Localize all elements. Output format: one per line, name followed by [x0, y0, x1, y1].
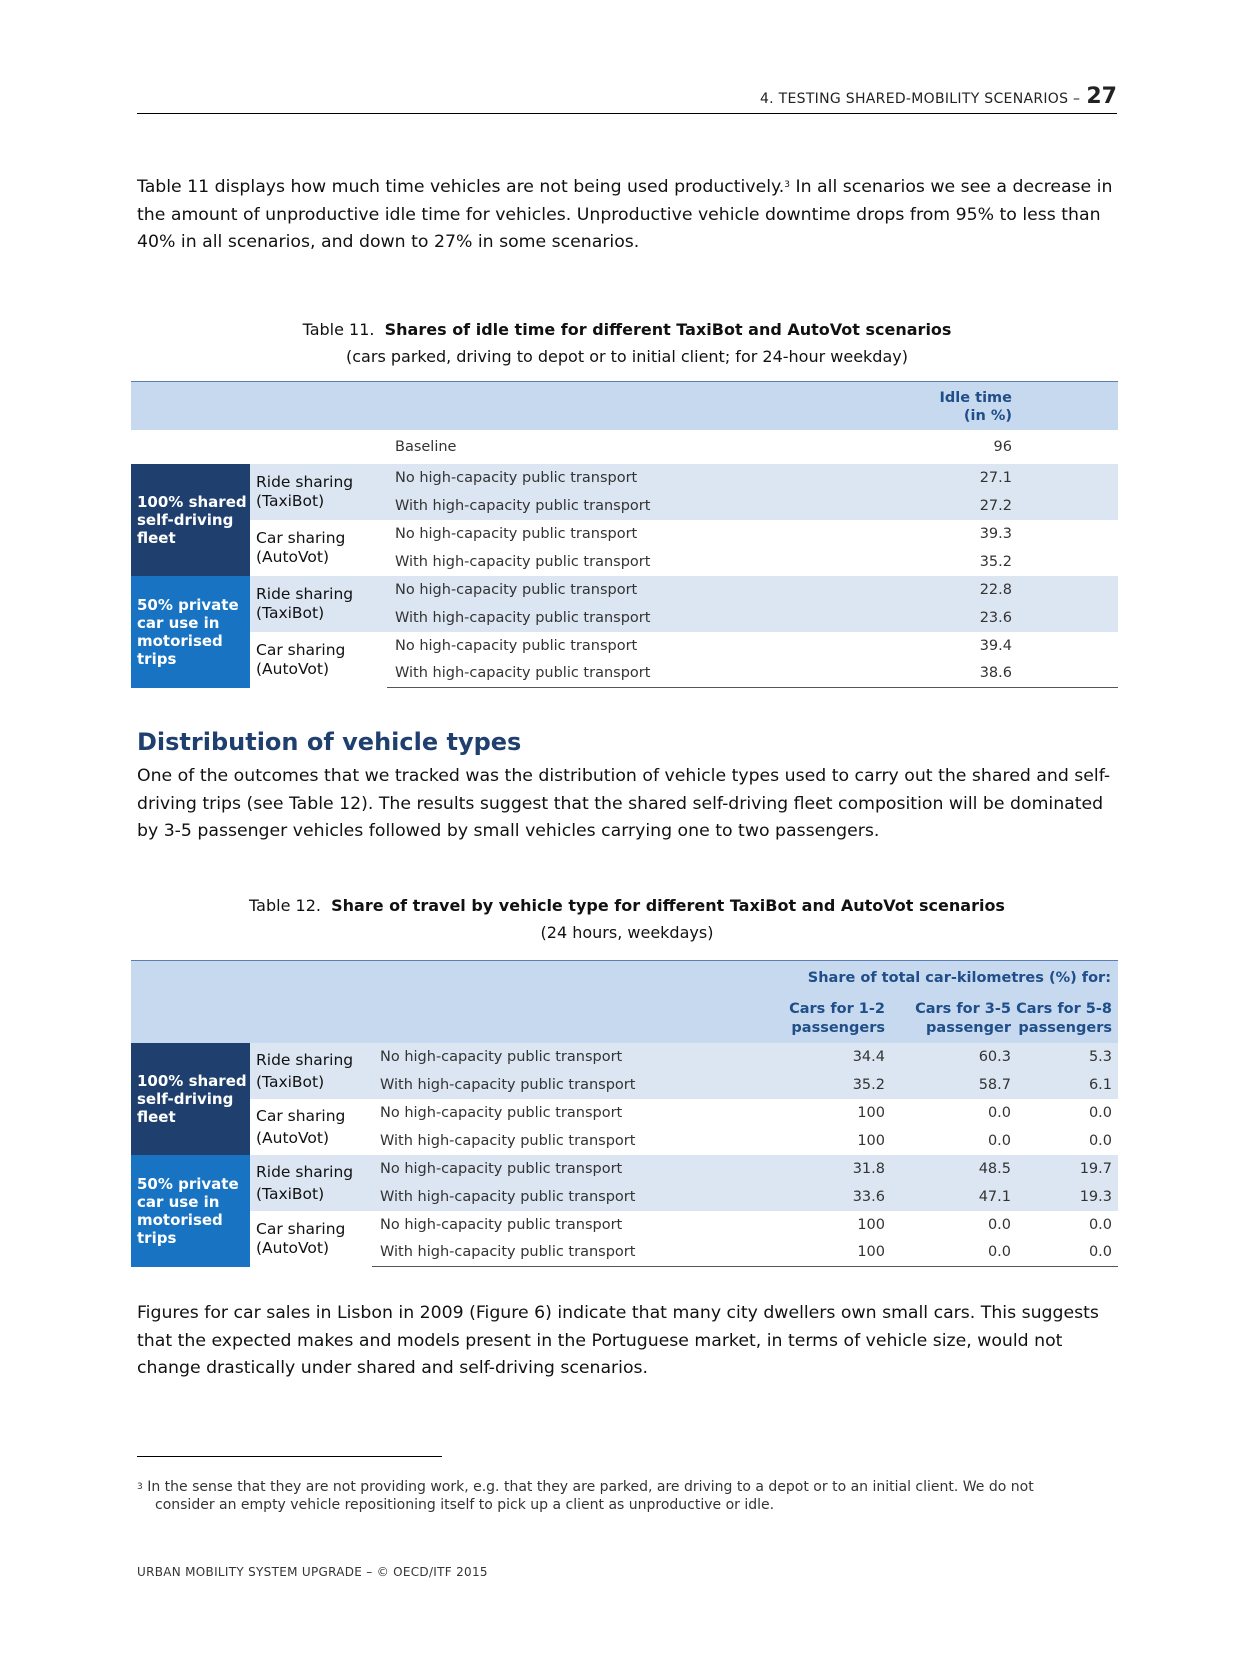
scenario-cell: With high-capacity public transport [372, 1071, 750, 1099]
value-cell: 27.2 [917, 492, 1012, 520]
baseline-label: Baseline [395, 438, 457, 455]
table-row [131, 430, 1118, 464]
table12-subtitle: (24 hours, weekdays) [540, 923, 714, 942]
running-header [760, 84, 1117, 109]
scenario-cell: With high-capacity public transport [387, 492, 917, 520]
value-cell: 19.3 [1011, 1183, 1118, 1211]
table12 [131, 960, 1118, 1267]
page-footer: URBAN MOBILITY SYSTEM UPGRADE – © OECD/ITF 2015 [137, 1565, 488, 1579]
sub-label: Car sharing (AutoVot) [256, 528, 346, 566]
value-cell: 48.5 [885, 1155, 1011, 1183]
table-row [131, 576, 1118, 604]
baseline-value: 96 [993, 438, 1012, 455]
value-cell: 47.1 [885, 1183, 1011, 1211]
value-cell: 58.7 [885, 1071, 1011, 1099]
scenario-cell: With high-capacity public transport [372, 1183, 750, 1211]
footnote-mark: 3 [137, 1482, 143, 1492]
scenario-cell: No high-capacity public transport [395, 525, 638, 542]
group-label: 50% private car use in motorised trips [131, 1155, 250, 1267]
super-header: Share of total car-kilometres (%) for: [750, 961, 1118, 996]
scenario-cell: No high-capacity public transport [380, 1104, 623, 1121]
table-row [131, 1099, 1118, 1127]
idle-header-l1: Idle time [939, 389, 1012, 406]
footnote-ref[interactable]: 3 [784, 180, 791, 190]
col-header-l2: passenger [926, 1020, 1011, 1036]
value-cell: 0.0 [987, 1216, 1011, 1233]
value-cell: 33.6 [750, 1183, 885, 1211]
idle-header-l2: (in %) [963, 407, 1012, 424]
section-title: Distribution of vehicle types [137, 728, 522, 756]
header-rule [137, 113, 1117, 114]
col-header-l1: Cars for 3-5 [915, 1001, 1011, 1017]
col-header-l2: passengers [791, 1020, 885, 1036]
footnote [137, 1478, 1117, 1514]
value-cell: 19.7 [1011, 1155, 1118, 1183]
value-cell: 100 [857, 1104, 885, 1121]
col-header-l2: passengers [1018, 1020, 1112, 1036]
scenario-cell: With high-capacity public transport [395, 553, 651, 570]
scenario-cell: No high-capacity public transport [380, 1216, 623, 1233]
intro-paragraph [137, 174, 1117, 257]
group-label: 50% private car use in motorised trips [131, 576, 250, 688]
table11-subtitle: (cars parked, driving to depot or to initial client; for 24-hour weekday) [346, 347, 908, 366]
table-row [131, 520, 1118, 548]
sub-label: Ride sharing (TaxiBot) [250, 576, 387, 632]
table12-title: Share of travel by vehicle type for different TaxiBot and AutoVot scenarios [331, 896, 1005, 915]
scenario-cell: With high-capacity public transport [380, 1132, 636, 1149]
table-row [131, 632, 1118, 660]
header-section: 4. TESTING SHARED-MOBILITY SCENARIOS – [759, 91, 1081, 107]
col-header [1011, 996, 1118, 1043]
value-cell: 0.0 [1088, 1104, 1112, 1121]
col-header [885, 996, 1011, 1043]
value-cell: 100 [857, 1216, 885, 1233]
scenario-cell: No high-capacity public transport [387, 464, 917, 492]
section2-paragraph: One of the outcomes that we tracked was the distribution of vehicle types used to carry out the shared and self-driving trips (see Table 12). The results suggest that the shared self-driving fleet composition will be dominated by 3-5 passenger vehicles followed by small vehicles carrying one to two passengers. [137, 766, 1111, 841]
table-row [131, 1211, 1118, 1239]
scenario-cell: No high-capacity public transport [395, 637, 638, 654]
sub-label: Ride sharing (TaxiBot) [250, 1043, 372, 1099]
value-cell: 0.0 [987, 1132, 1011, 1149]
value-cell: 100 [857, 1132, 885, 1149]
value-cell: 22.8 [917, 576, 1012, 604]
scenario-cell: With high-capacity public transport [372, 1239, 750, 1267]
closing-paragraph: Figures for car sales in Lisbon in 2009 (Figure 6) indicate that many city dwellers own small cars. This suggests that the expected makes and models present in the Portuguese market, in terms of vehicle size, would not change drastically under shared and self-driving scenarios. [137, 1303, 1099, 1378]
footnote-rule [137, 1456, 442, 1457]
value-cell: 35.2 [750, 1071, 885, 1099]
idle-time-header [917, 382, 1012, 430]
group-label: 100% shared self-driving fleet [131, 1043, 250, 1155]
value-cell: 0.0 [885, 1239, 1011, 1267]
col-header-l1: Cars for 5-8 [1016, 1001, 1112, 1017]
value-cell: 6.1 [1011, 1071, 1118, 1099]
table-row [131, 1043, 1118, 1071]
value-cell: 34.4 [750, 1043, 885, 1071]
sub-label: Car sharing (AutoVot) [256, 640, 346, 678]
value-cell: 39.3 [979, 525, 1012, 542]
table12-caption [137, 892, 1117, 946]
scenario-cell: No high-capacity public transport [387, 576, 917, 604]
value-cell: 0.0 [1088, 1216, 1112, 1233]
value-cell: 31.8 [750, 1155, 885, 1183]
value-cell: 39.4 [979, 637, 1012, 654]
value-cell: 38.6 [917, 660, 1012, 688]
sub-label: Car sharing (AutoVot) [256, 1106, 346, 1147]
value-cell: 60.3 [885, 1043, 1011, 1071]
value-cell: 27.1 [917, 464, 1012, 492]
value-cell: 0.0 [1011, 1239, 1118, 1267]
value-cell: 0.0 [987, 1104, 1011, 1121]
sub-label: Ride sharing (TaxiBot) [250, 464, 387, 520]
page-number: 27 [1086, 84, 1117, 109]
value-cell: 100 [750, 1239, 885, 1267]
sub-label: Car sharing (AutoVot) [256, 1219, 346, 1257]
table11-caption [137, 316, 1117, 370]
value-cell: 5.3 [1011, 1043, 1118, 1071]
scenario-cell: No high-capacity public transport [372, 1043, 750, 1071]
table12-label: Table 12. [249, 896, 321, 915]
group-label: 100% shared self-driving fleet [131, 464, 250, 576]
footnote-line1: In the sense that they are not providing work, e.g. that they are parked, are driving to a depot or to an initial client. We do not [147, 1479, 1034, 1495]
footnote-line2: consider an empty vehicle repositioning itself to pick up a client as unproductive or idle. [155, 1497, 775, 1513]
value-cell: 0.0 [1088, 1132, 1112, 1149]
table-row [131, 464, 1118, 492]
value-cell: 35.2 [979, 553, 1012, 570]
value-cell: 23.6 [917, 604, 1012, 632]
table-row [131, 1155, 1118, 1183]
sub-label: Ride sharing (TaxiBot) [250, 1155, 372, 1211]
table11 [131, 381, 1118, 688]
col-header [750, 996, 885, 1043]
intro-text-1: Table 11 displays how much time vehicles are not being used productively. [137, 177, 785, 197]
table11-label: Table 11. [302, 320, 375, 339]
intro-text-2: In all scenarios we see a decrease in the amount of unproductive idle time for vehicles. Unproductive vehicle downtime drops from 95% to less than 40% in all scenarios, and down to 27% in some scenarios. [137, 177, 1113, 252]
table11-title: Shares of idle time for different TaxiBot and AutoVot scenarios [384, 320, 952, 339]
col-header-l1: Cars for 1-2 [789, 1001, 885, 1017]
scenario-cell: With high-capacity public transport [387, 604, 917, 632]
scenario-cell: No high-capacity public transport [372, 1155, 750, 1183]
scenario-cell: With high-capacity public transport [387, 660, 917, 688]
